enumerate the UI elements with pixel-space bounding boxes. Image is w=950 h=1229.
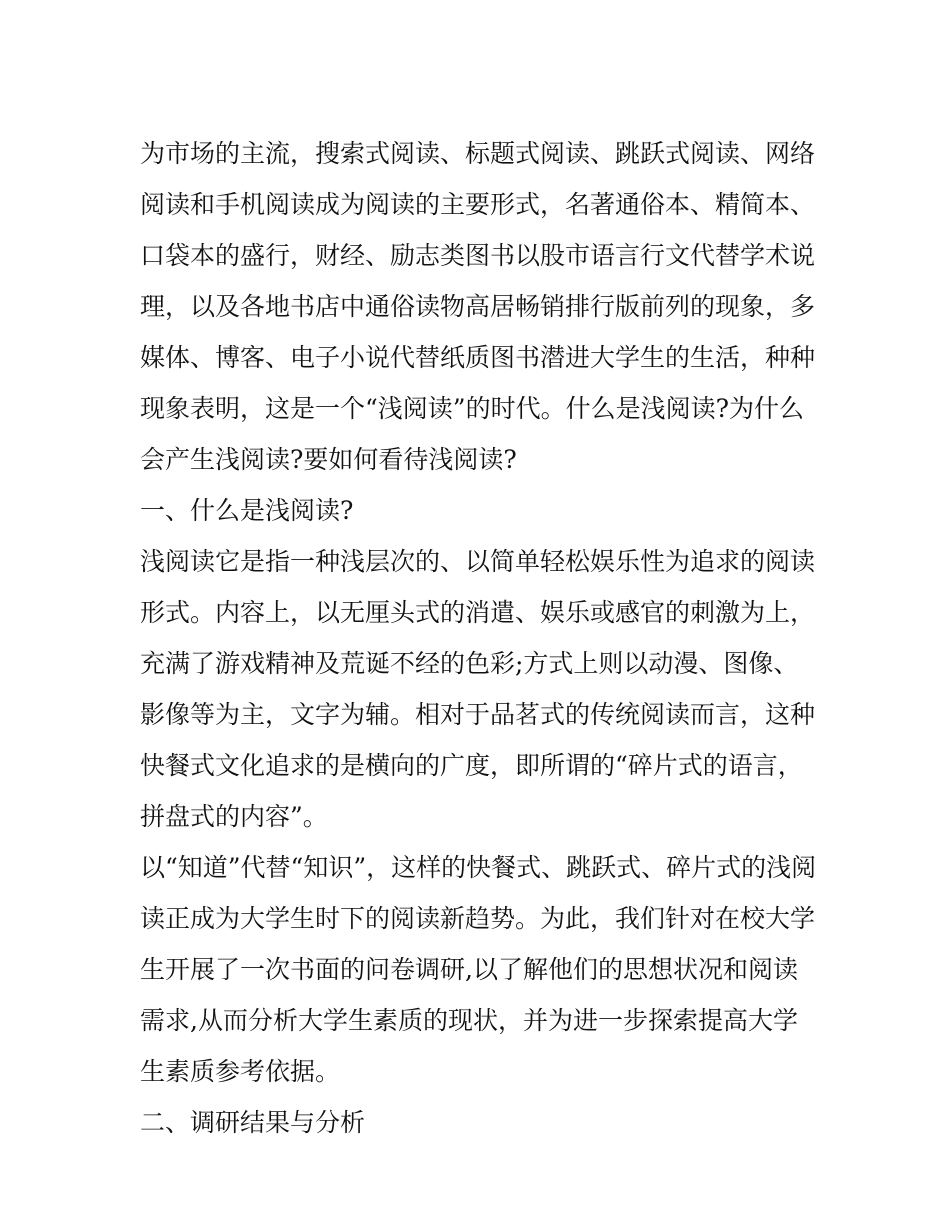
text-line: 以“知道”代替“知识”，这样的快餐式、跳跃式、碎片式的浅阅 — [140, 853, 817, 882]
text-line: 为市场的主流，搜索式阅读、标题式阅读、跳跃式阅读、网络 — [140, 139, 816, 168]
text-line: 影像等为主，文字为辅。相对于品茗式的传统阅读而言，这种 — [140, 700, 816, 729]
text-line: 快餐式文化追求的是横向的广度，即所谓的“碎片式的语言， — [140, 751, 803, 780]
text-line: 读正成为大学生时下的阅读新趋势。为此，我们针对在校大学 — [140, 904, 816, 933]
text-line: 浅阅读它是指一种浅层次的、以简单轻松娱乐性为追求的阅读 — [140, 547, 816, 576]
text-line: 充满了游戏精神及荒诞不经的色彩;方式上则以动漫、图像、 — [140, 649, 799, 678]
section-heading: 二、调研结果与分析 — [140, 1108, 366, 1137]
section-heading: 一、什么是浅阅读? — [140, 496, 354, 525]
text-line: 生素质参考依据。 — [140, 1057, 341, 1086]
document-page — [140, 128, 820, 1148]
text-line: 生开展了一次书面的问卷调研,以了解他们的思想状况和阅读 — [140, 955, 798, 984]
text-line: 现象表明，这是一个“浅阅读”的时代。什么是浅阅读?为什么 — [140, 394, 804, 423]
text-line: 媒体、博客、电子小说代替纸质图书潜进大学生的生活，种种 — [140, 343, 816, 372]
text-line: 口袋本的盛行，财经、励志类图书以股市语言行文代替学术说 — [140, 241, 816, 270]
text-line: 会产生浅阅读?要如何看待浅阅读? — [140, 445, 517, 474]
text-line: 阅读和手机阅读成为阅读的主要形式，名著通俗本、精简本、 — [140, 190, 816, 219]
text-line: 需求,从而分析大学生素质的现状，并为进一步探索提高大学 — [140, 1006, 798, 1035]
text-line: 拼盘式的内容”。 — [140, 802, 328, 831]
text-line: 理，以及各地书店中通俗读物高居畅销排行版前列的现象，多 — [140, 292, 816, 321]
text-line: 形式。内容上，以无厘头式的消遣、娱乐或感官的刺激为上， — [140, 598, 816, 627]
